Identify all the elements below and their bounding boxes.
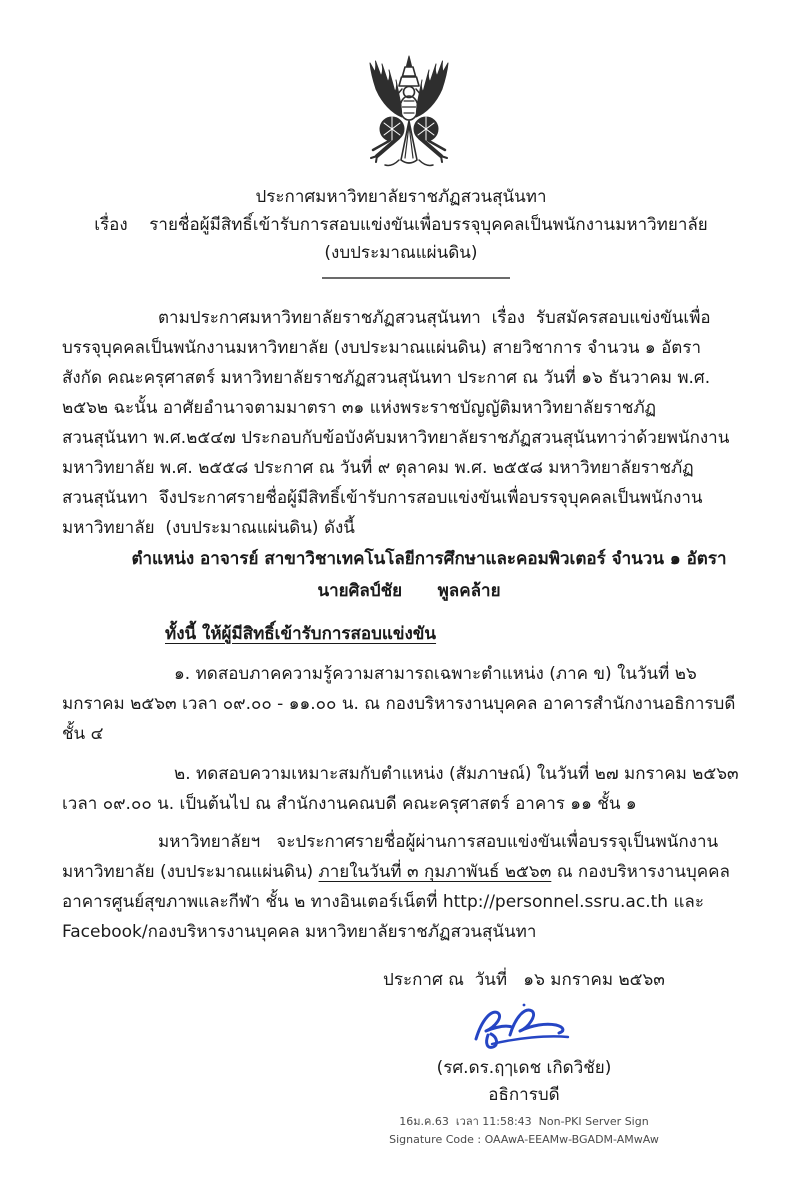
- announcement-document: [0, 55, 800, 1186]
- candidate-name: นายศิลป์ชัย พูลคล้าย: [317, 581, 501, 601]
- signer-name: (รศ.ดร.ฤๅเดช เกิดวิชัย): [436, 1058, 612, 1078]
- budget-source-line: (งบประมาณแผ่นดิน): [324, 243, 478, 263]
- header-divider: [322, 277, 510, 279]
- closing-text-pre: มหาวิทยาลัยฯ จะประกาศรายชื่อผู้ผ่านการสอบแข่งขันเพื่อบรรจุเป็นพนักงานมหาวิทยาลัย (งบประมาณแผ่นดิน): [62, 832, 719, 882]
- exam-item-1: ๑. ทดสอบภาคความรู้ความสามารถเฉพาะตำแหน่ง (ภาค ข) ในวันที่ ๒๖ มกราคม ๒๕๖๓ เวลา ๐๙.๐๐ - ๑๑.๐๐ น. ณ กองบริหารงานบุคคล อาคารสำนักงานอธิการบดี ชั้น ๔: [62, 664, 741, 744]
- signer-title: อธิการบดี: [488, 1085, 560, 1105]
- signoff-block: [354, 965, 694, 1149]
- announcement-title: ประกาศมหาวิทยาลัยราชภัฏสวนสุนันทา: [255, 187, 547, 207]
- digital-sign-timestamp: 16ม.ค.63 เวลา 11:58:43 Non-PKI Server Sign: [399, 1115, 649, 1128]
- announcement-subject: เรื่อง รายชื่อผู้มีสิทธิ์เข้ารับการสอบแข่งขันเพื่อบรรจุบุคคลเป็นพนักงานมหาวิทยาลัย: [94, 215, 708, 235]
- closing-paragraph: [62, 827, 740, 947]
- garuda-emblem-icon: [354, 55, 464, 173]
- signature-code: Signature Code : OAAwA-EEAMw-BGADM-AMwAw: [389, 1133, 659, 1146]
- handwritten-signature-icon: [462, 1001, 586, 1053]
- exam-item-2: ๒. ทดสอบความเหมาะสมกับตำแหน่ง (สัมภาษณ์) ในวันที่ ๒๗ มกราคม ๒๕๖๓ เวลา ๐๙.๐๐ น. เป็นต้นไป ณ สำนักงานคณบดี คณะครุศาสตร์ อาคาร ๑๑ ชั้น ๑: [62, 764, 745, 814]
- closing-text-mid: ณ กองบริหารงานบุคคล อาคารศูนย์สุขภาพและกีฬา ชั้น ๒ ทางอินเตอร์เน็ตที่: [62, 862, 736, 912]
- intro-paragraph: ตามประกาศมหาวิทยาลัยราชภัฏสวนสุนันทา เรื่อง รับสมัครสอบแข่งขันเพื่อบรรจุบุคคลเป็นพนักงานมหาวิทยาลัย (งบประมาณแผ่นดิน) สายวิชาการ จำนวน ๑ อัตรา สังกัด คณะครุศาสตร์ มหาวิทยาลัยราชภัฏสวนสุนันทา ประกาศ ณ วันที่ ๑๖ ธันวาคม พ.ศ. ๒๕๖๒ ฉะนั้น อาศัยอำนาจตามมาตรา ๓๑ แห่งพระราชบัญญัติมหาวิทยาลัยราชภัฏสวนสุนันทา พ.ศ.๒๕๔๗ ประกอบกับข้อบังคับมหาวิทยาลัยราชภัฏสวนสุนันทาว่าด้วยพนักงานมหาวิทยาลัย พ.ศ. ๒๕๕๘ ประกาศ ณ วันที่ ๙ ตุลาคม พ.ศ. ๒๕๕๘ มหาวิทยาลัยราชภัฏสวนสุนันทา จึงประกาศรายชื่อผู้มีสิทธิ์เข้ารับการสอบแข่งขันเพื่อบรรจุบุคคลเป็นพนักงานมหาวิทยาลัย (งบประมาณแผ่นดิน) ดังนี้: [62, 308, 730, 538]
- personnel-url: http://personnel.ssru.ac.th: [442, 892, 669, 912]
- instruction-heading: ทั้งนี้ ให้ผู้มีสิทธิ์เข้ารับการสอบแข่งขัน: [165, 624, 437, 644]
- position-line: ตำแหน่ง อาจารย์ สาขาวิชาเทคโนโลยีการศึกษาและคอมพิวเตอร์ จำนวน ๑ อัตรา: [131, 549, 727, 569]
- closing-text-post: และ Facebook/กองบริหารงานบุคคล มหาวิทยาลัยราชภัฏสวนสุนันทา: [62, 892, 710, 942]
- result-deadline: ภายในวันที่ ๓ กุมภาพันธ์ ๒๕๖๓: [318, 862, 552, 882]
- announcement-date: ประกาศ ณ วันที่ ๑๖ มกราคม ๒๕๖๓: [383, 970, 665, 990]
